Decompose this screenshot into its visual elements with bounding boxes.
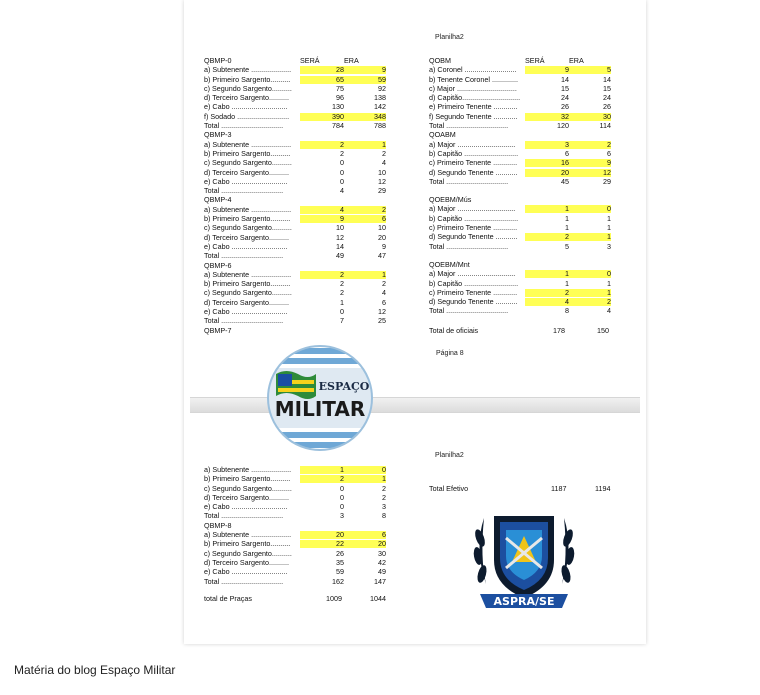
table-row [429,297,615,306]
value-era: 147 [374,576,386,586]
table-row [204,65,390,74]
value-sera: 130 [332,102,344,112]
table-row [204,465,390,474]
caption: Matéria do blog Espaço Militar [14,663,176,677]
value-era: 59 [378,74,386,84]
value-sera: 390 [332,111,344,121]
table-row [429,149,615,158]
total-efetivo-sera: 1187 [551,484,567,493]
aspra-se-logo [470,498,578,618]
value-era: 6 [382,214,386,224]
value-sera: 0 [340,158,344,168]
section-name: QBMP-3 [204,130,232,140]
row-label: a) Major ............................. [429,204,516,214]
table-row [429,93,615,102]
value-sera: 1 [565,213,569,223]
value-sera: 0 [340,167,344,177]
section-name: QOBM [429,56,451,65]
table-row [204,511,390,520]
row-label: d) Terceiro Sargento.......... [204,557,289,567]
section-title [204,130,390,139]
value-era: 0 [607,204,611,214]
header-era: ERA [344,56,359,65]
table-row [429,306,615,315]
value-era: 2 [382,204,386,214]
header-era: ERA [569,56,584,65]
table-row [429,158,615,167]
total-oficiais-era: 150 [597,326,609,335]
page1-right-column [429,56,615,316]
value-sera: 1 [565,204,569,214]
value-sera: 22 [336,539,344,549]
value-sera: 10 [336,223,344,233]
value-era: 10 [378,167,386,177]
row-label: c) Segundo Sargento.......... [204,158,292,168]
value-era: 348 [374,111,386,121]
value-era: 12 [378,307,386,317]
table-row [204,298,390,307]
table-row [204,242,390,251]
value-sera: 1 [565,278,569,288]
total-oficiais [429,326,615,335]
table-row [429,177,615,186]
section-title [204,521,390,530]
value-era: 0 [382,465,386,474]
value-era: 1 [382,269,386,279]
value-sera: 14 [561,74,569,84]
table-row [429,214,615,223]
table-row [204,270,390,279]
value-sera: 162 [332,576,344,586]
row-label: e) Cabo ............................ [204,567,288,577]
value-sera: 9 [340,214,344,224]
value-era: 6 [607,148,611,158]
value-sera: 32 [561,111,569,121]
page-number: Página 8 [436,350,464,357]
row-label: Total ............................... [429,121,509,131]
row-label: b) Tenente Coronel ............. [429,74,518,84]
value-sera: 0 [340,307,344,317]
value-era: 9 [382,241,386,251]
table-row [204,121,390,130]
value-sera: 15 [561,83,569,93]
table-row [429,140,615,149]
value-era: 14 [603,74,611,84]
row-label: a) Subtenente .................... [204,204,292,214]
value-era: 92 [378,83,386,93]
table-row [429,223,615,232]
row-label: d) Terceiro Sargento.......... [204,93,289,103]
value-era: 47 [378,251,386,261]
value-era: 30 [378,548,386,558]
table-row [429,232,615,241]
row-label: d) Terceiro Sargento.......... [204,297,289,307]
logo-line1: ESPAÇO [318,380,370,393]
value-era: 4 [382,288,386,298]
table-row [429,204,615,213]
value-sera: 0 [340,176,344,186]
section-title [429,195,615,204]
row-label: d) Terceiro Sargento.......... [204,232,289,242]
total-pracas [204,594,390,603]
value-sera: 20 [336,530,344,540]
value-sera: 2 [340,269,344,279]
value-era: 788 [374,121,386,131]
table-row [429,75,615,84]
row-label: f) Sodado .......................... [204,111,290,121]
section-name: QBMP-6 [204,260,232,270]
row-label: d) Segundo Tenente ........... [429,167,518,177]
value-era: 142 [374,102,386,112]
value-era: 9 [382,65,386,75]
value-era: 29 [378,186,386,196]
row-label: e) Cabo ............................ [204,307,288,317]
row-label: c) Primeiro Tenente ............ [429,223,518,233]
table-row [429,168,615,177]
page1-left-column [204,56,390,335]
total-pracas-sera: 1009 [326,594,342,603]
value-era: 2 [382,492,386,502]
total-efetivo [429,484,615,493]
value-sera: 26 [561,102,569,112]
value-era: 26 [603,102,611,112]
section-name: QBMP-8 [204,520,232,530]
value-era: 1 [607,287,611,297]
section-name: QBMP-4 [204,195,232,205]
value-era: 138 [374,93,386,103]
value-sera: 24 [561,93,569,103]
value-sera: 0 [340,492,344,502]
logo-line2: MILITAR [274,397,366,421]
value-era: 2 [607,139,611,149]
value-era: 1 [382,474,386,484]
table-row [204,530,390,539]
value-sera: 784 [332,121,344,131]
section-title [429,130,615,139]
table-row [204,158,390,167]
header-sera: SERÁ [300,56,320,65]
value-sera: 14 [336,241,344,251]
value-era: 29 [603,176,611,186]
value-era: 12 [603,167,611,177]
value-sera: 7 [340,316,344,326]
value-era: 2 [382,148,386,158]
value-sera: 9 [565,65,569,75]
table-row [204,288,390,297]
value-era: 3 [382,502,386,512]
value-era: 6 [382,297,386,307]
table-row [204,93,390,102]
value-sera: 2 [340,279,344,289]
value-era: 1 [607,232,611,242]
table-row [204,168,390,177]
row-label: a) Coronel .......................... [429,65,517,75]
value-sera: 1 [565,269,569,279]
row-label: Total ............................... [204,576,284,586]
row-label: b) Primeiro Sargento.......... [204,148,291,158]
table-row [204,140,390,149]
value-sera: 35 [336,557,344,567]
value-sera: 2 [565,287,569,297]
value-era: 15 [603,83,611,93]
value-era: 49 [378,567,386,577]
row-label: d) Capitão............................. [429,93,521,103]
table-row [429,112,615,121]
row-label: c) Segundo Sargento.......... [204,548,292,558]
row-label: e) Cabo ............................ [204,502,288,512]
row-label: Total ............................... [429,241,509,251]
row-label: c) Major .............................. [429,83,517,93]
table-row [429,279,615,288]
value-sera: 4 [340,186,344,196]
table-row [204,233,390,242]
espaco-militar-logo [266,344,374,452]
value-sera: 2 [565,232,569,242]
table-row [204,149,390,158]
page2-left-column [204,465,390,586]
section-name: QOABM [429,130,456,140]
value-era: 30 [603,111,611,121]
value-sera: 45 [561,176,569,186]
row-label: c) Segundo Sargento.......... [204,288,292,298]
row-label: b) Primeiro Sargento.......... [204,474,291,484]
value-era: 42 [378,557,386,567]
row-label: b) Primeiro Sargento.......... [204,214,291,224]
value-sera: 0 [340,502,344,512]
table-row [429,65,615,74]
row-label: e) Primeiro Tenente ............ [429,102,518,112]
row-label: b) Primeiro Sargento.......... [204,539,291,549]
row-label: a) Subtenente .................... [204,530,292,540]
header-sera: SERÁ [525,56,545,65]
value-sera: 49 [336,251,344,261]
value-era: 4 [382,158,386,168]
value-era: 1 [607,223,611,233]
value-sera: 3 [565,139,569,149]
value-sera: 4 [565,297,569,307]
row-label: b) Primeiro Sargento.......... [204,74,291,84]
value-sera: 1 [340,297,344,307]
row-label: f) Segundo Tenente ............ [429,111,518,121]
section-title [429,56,615,65]
section-title [204,261,390,270]
row-label: e) Cabo ............................ [204,102,288,112]
value-era: 114 [599,121,611,131]
row-label: e) Cabo ............................ [204,176,288,186]
value-sera: 6 [565,148,569,158]
value-era: 20 [378,539,386,549]
section-name: QOEBM/Mús [429,195,472,205]
row-label: Total ............................... [204,121,284,131]
table-row [204,484,390,493]
table-row [204,112,390,121]
row-label: Total ............................... [204,316,284,326]
value-sera: 2 [340,288,344,298]
table-row [204,102,390,111]
value-sera: 2 [340,474,344,484]
value-sera: 28 [336,65,344,75]
value-sera: 1 [565,223,569,233]
value-sera: 0 [340,483,344,493]
row-label: d) Segundo Tenente ........... [429,232,518,242]
table-row [204,474,390,483]
section-name: QBMP-0 [204,56,232,65]
value-era: 25 [378,316,386,326]
table-row [204,577,390,586]
value-sera: 12 [336,232,344,242]
row-label: a) Major ............................. [429,139,516,149]
row-label: Total ............................... [204,186,284,196]
value-era: 10 [378,223,386,233]
row-label: d) Segundo Tenente ........... [429,297,518,307]
value-era: 24 [603,93,611,103]
value-era: 12 [378,176,386,186]
row-label: b) Primeiro Sargento.......... [204,279,291,289]
value-era: 1 [382,139,386,149]
row-label: c) Primeiro Tenente ............ [429,158,518,168]
total-pracas-era: 1044 [370,594,386,603]
total-efetivo-label: Total Efetivo [429,484,469,493]
value-sera: 16 [561,158,569,168]
value-sera: 2 [340,139,344,149]
value-sera: 26 [336,548,344,558]
value-era: 6 [382,530,386,540]
value-sera: 8 [565,306,569,316]
table-row [429,121,615,130]
sheet-label-2: Planilha2 [435,452,464,459]
row-label: e) Cabo ............................ [204,241,288,251]
table-row [204,493,390,502]
table-row [429,242,615,251]
value-era: 5 [607,65,611,75]
row-label: a) Subtenente .................... [204,269,292,279]
value-sera: 20 [561,167,569,177]
value-sera: 120 [557,121,569,131]
section-title [204,195,390,204]
value-era: 9 [607,158,611,168]
value-era: 8 [382,511,386,521]
table-row [204,75,390,84]
value-era: 4 [607,306,611,316]
section-title [204,56,390,65]
table-row [204,502,390,511]
section-name: QOEBM/Mnt [429,259,470,269]
value-sera: 59 [336,567,344,577]
row-label: b) Capitão ........................... [429,278,519,288]
section-title [429,260,615,269]
value-era: 1 [607,213,611,223]
table-row [204,223,390,232]
section-title [204,326,390,335]
value-sera: 2 [340,148,344,158]
table-row [204,567,390,576]
row-label: Total ............................... [429,306,509,316]
row-label: c) Segundo Sargento.......... [204,223,292,233]
total-efetivo-era: 1194 [595,484,611,493]
value-sera: 65 [336,74,344,84]
row-label: a) Subtenente .................... [204,139,292,149]
table-row [429,269,615,278]
table-row [429,102,615,111]
aspra-logo-text: ASPRA/SE [493,595,555,608]
table-row [204,84,390,93]
value-sera: 1 [340,465,344,474]
value-sera: 5 [565,241,569,251]
table-row [429,84,615,93]
value-era: 2 [382,483,386,493]
table-row [204,558,390,567]
total-pracas-label: total de Praças [204,594,252,603]
table-row [204,214,390,223]
value-sera: 75 [336,83,344,93]
table-row [204,279,390,288]
row-label: a) Subtenente .................... [204,465,292,474]
value-era: 3 [607,241,611,251]
table-row [204,186,390,195]
value-sera: 96 [336,93,344,103]
total-oficiais-sera: 178 [553,326,565,335]
row-label: d) Terceiro Sargento.......... [204,167,289,177]
sheet-label: Planilha2 [435,34,464,41]
table-row [204,539,390,548]
row-label: Total ............................... [429,176,509,186]
table-row [204,251,390,260]
row-label: a) Subtenente .................... [204,65,292,75]
value-era: 2 [607,297,611,307]
value-era: 0 [607,269,611,279]
row-label: Total ............................... [204,511,284,521]
table-row [204,205,390,214]
value-era: 1 [607,278,611,288]
value-sera: 4 [340,204,344,214]
row-label: c) Segundo Sargento.......... [204,483,292,493]
total-oficiais-label: Total de oficiais [429,326,479,335]
value-era: 2 [382,279,386,289]
value-sera: 3 [340,511,344,521]
table-row [204,177,390,186]
row-label: b) Capitão ........................... [429,213,519,223]
row-label: b) Capitão ........................... [429,148,519,158]
section-name: QBMP-7 [204,325,232,335]
table-row [204,316,390,325]
table-row [429,288,615,297]
row-label: Total ............................... [204,251,284,261]
row-label: d) Terceiro Sargento.......... [204,492,289,502]
table-row [204,549,390,558]
row-label: a) Major ............................. [429,269,516,279]
row-label: c) Segundo Sargento.......... [204,83,292,93]
page-divider [190,397,640,413]
table-row [204,307,390,316]
row-label: c) Primeiro Tenente ............ [429,287,518,297]
value-era: 20 [378,232,386,242]
